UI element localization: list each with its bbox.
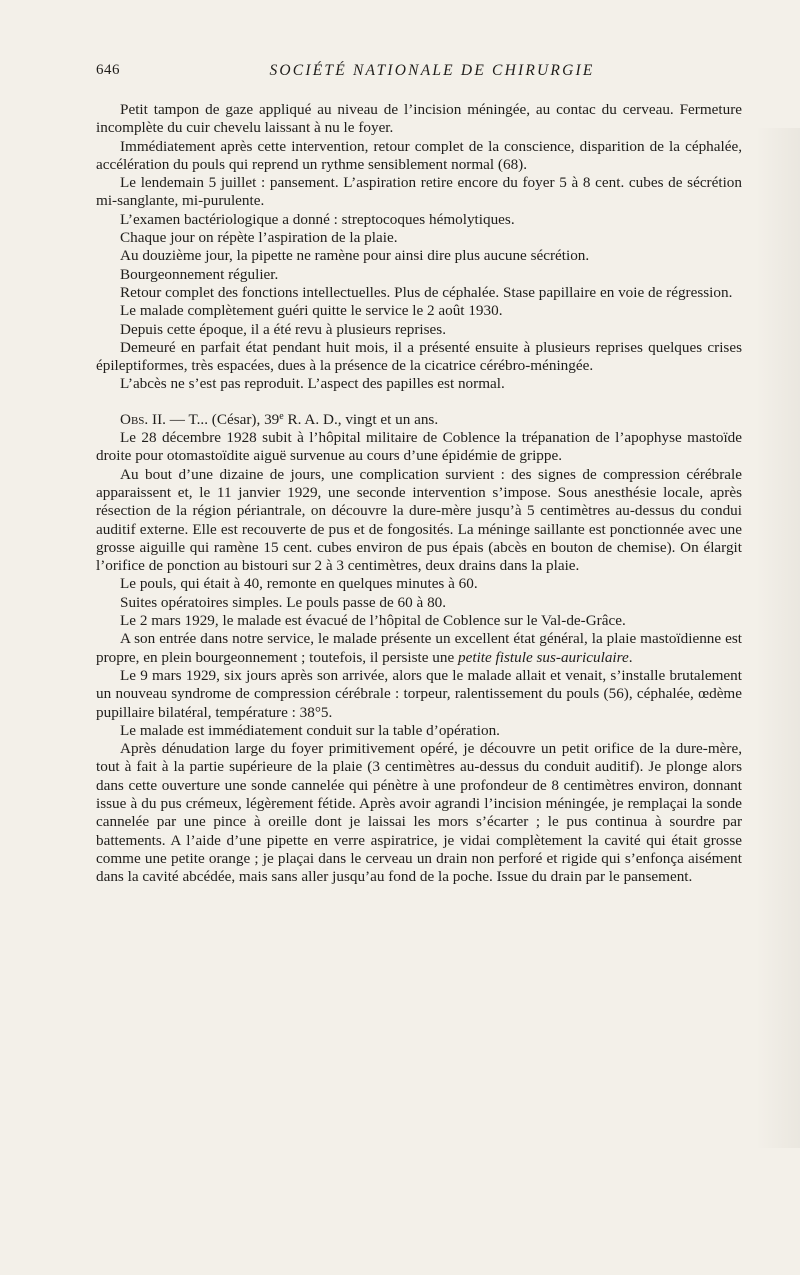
paragraph: Le 28 décembre 1928 subit à l’hôpital militaire de Coblence la trépanation de l’apophyse mastoïde droite pour otomastoïdite aiguë survenue au cours d’une épidémie de grippe. xyxy=(96,429,742,465)
paragraph: Au bout d’une dizaine de jours, une complication survient : des signes de compression cérébrale apparaissent et, le 11 janvier 1929, une seconde intervention s’impose. Sous anesthésie locale, après résection de la région périantrale, on découvre la dure-mère jusqu’à 5 centimètres au-dessus du condui auditif externe. Elle est recouverte de pus et de fongosités. La méninge saillante est ponctionnée avec une grosse aiguille qui ramène 15 cent. cubes environ de pus épais (abcès en bouton de chemise). On élargit l’orifice de ponction au bistouri sur 2 à 3 centimètres, deux drains dans la plaie. xyxy=(96,465,742,575)
observation-patient: T... (César), 39 xyxy=(188,410,280,428)
page-header xyxy=(96,62,742,84)
running-title: SOCIÉTÉ NATIONALE DE CHIRURGIE xyxy=(269,62,595,79)
paragraph: Le 9 mars 1929, six jours après son arrivée, alors que le malade allait et venait, s’installe brutalement un nouveau syndrome de compression cérébrale : torpeur, ralentissement du pouls (56), céphalée, œdème pupillaire bilatéral, température : 38°5. xyxy=(96,666,742,721)
paragraph: Petit tampon de gaze appliqué au niveau de l’incision méningée, au contac du cerveau. Fermeture incomplète du cuir chevelu laissant à nu le foyer. xyxy=(96,101,742,137)
observation-superscript: e xyxy=(279,410,284,422)
entry-italic: petite fistule sus-auriculaire xyxy=(458,648,629,666)
page-edge-shadow xyxy=(756,128,800,1148)
paragraph: Depuis cette époque, il a été revu à plusieurs reprises. xyxy=(120,320,446,338)
observation-patient-rest: R. A. D., vingt et un ans. xyxy=(283,410,439,428)
body-text xyxy=(96,101,742,886)
paragraph: Chaque jour on répète l’aspiration de la plaie. xyxy=(120,229,398,247)
observation-label: Obs. II. xyxy=(120,410,166,428)
paragraph: Le malade complètement guéri quitte le service le 2 août 1930. xyxy=(120,302,503,320)
paragraph: Bourgeonnement régulier. xyxy=(120,265,279,283)
paragraph: L’abcès ne s’est pas reproduit. L’aspect des papilles est normal. xyxy=(120,375,505,393)
entry-text: A son entrée dans notre service, le malade présente un excellent état général, la plaie mastoïdienne est propre, en plein bourgeonnement ; toutefois, il persiste une xyxy=(96,630,742,666)
paragraph: Retour complet des fonctions intellectuelles. Plus de céphalée. Stase papillaire en voie de régression. xyxy=(120,283,733,301)
paragraph: L’examen bactériologique a donné : streptocoques hémolytiques. xyxy=(120,210,515,228)
paragraph: Demeuré en parfait état pendant huit mois, il a présenté ensuite à plusieurs reprises quelques crises épileptiformes, très espacées, dues à la présence de la cicatrice cérébro-méningée. xyxy=(96,338,742,375)
paragraph-entry xyxy=(96,630,742,667)
paragraph: Le lendemain 5 juillet : pansement. L’aspiration retire encore du foyer 5 à 8 cent. cubes de sécrétion mi-sanglante, mi-purulente. xyxy=(96,174,742,210)
observation-dash: — xyxy=(165,410,189,428)
observation-heading xyxy=(96,408,742,429)
paragraph: Au douzième jour, la pipette ne ramène pour ainsi dire plus aucune sécrétion. xyxy=(120,247,590,265)
paragraph: Après dénudation large du foyer primitivement opéré, je découvre un petit orifice de la dure-mère, tout à fait à la partie supérieure de la plaie (3 centimètres au-dessus du conduit auditif). Je plonge alors dans cette ouverture une sonde cannelée qui pénètre à une profondeur de 8 centimètres environ, donnant issue à du pus crémeux, légèrement fétide. Après avoir agrandi l’incision méningée, je remplaçai la sonde cannelée par une pince à oreille dont je laissai les mors s’écarter ; le pus continua à sourdre par battements. A l’aide d’une pipette en verre aspiratrice, je vidai complètement la cavité qui était grosse comme une petite orange ; je plaçai dans le cerveau un drain non perforé et rigide qui s’enfonça aisément dans la cavité abcédée, mais sans aller jusqu’au fond de la poche. Issue du drain par le pansement. xyxy=(96,740,742,886)
page-number: 646 xyxy=(96,62,120,78)
paragraph: Le malade est immédiatement conduit sur la table d’opération. xyxy=(120,721,500,739)
paragraph: Immédiatement après cette intervention, retour complet de la conscience, disparition de la céphalée, accélération du pouls qui reprend un rythme sensiblement normal (68). xyxy=(96,137,742,173)
paragraph: Le 2 mars 1929, le malade est évacué de l’hôpital de Coblence sur le Val-de-Grâce. xyxy=(120,612,626,630)
entry-end: . xyxy=(628,648,633,666)
paragraph: Le pouls, qui était à 40, remonte en quelques minutes à 60. xyxy=(120,575,478,593)
paragraph: Suites opératoires simples. Le pouls passe de 60 à 80. xyxy=(120,593,447,611)
